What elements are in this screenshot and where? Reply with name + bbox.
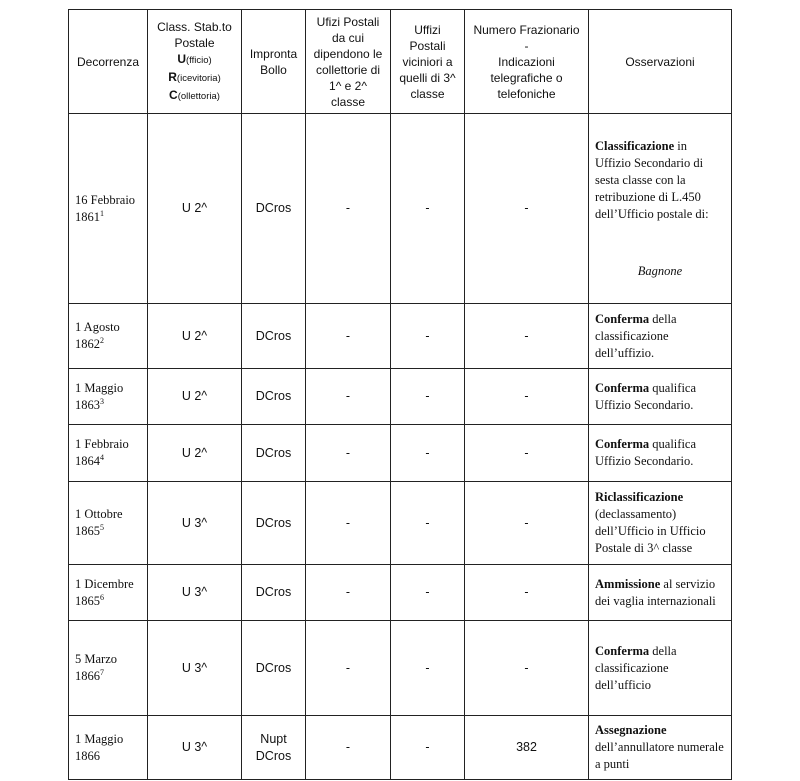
col-header-uffizi-viciniori: Uffizi Postali viciniori a quelli di 3^ classe <box>391 10 465 114</box>
table-row <box>69 304 732 369</box>
ufizi-cell: - <box>306 565 391 621</box>
numero-cell: - <box>465 369 589 425</box>
bollo-cell: DCros <box>242 425 306 482</box>
bollo-cell: Nupt DCros <box>242 716 306 780</box>
uffizi-cell: - <box>391 114 465 304</box>
table-row <box>69 621 732 716</box>
bollo-cell: DCros <box>242 114 306 304</box>
header-row <box>69 10 732 114</box>
numero-cell: - <box>465 114 589 304</box>
uffizi-cell: - <box>391 369 465 425</box>
osservazioni-cell: Riclassificazione (declassamento) dell’Ufficio in Ufficio Postale di 3^ classe <box>589 482 732 565</box>
decorrenza-cell: 1 Ottobre 1865$^5$ <box>69 482 148 565</box>
uffizi-cell: - <box>391 304 465 369</box>
col-header-numero-frazionario: Numero Frazionario - Indicazioni telegrafiche o telefoniche <box>465 10 589 114</box>
decorrenza-cell: 1 Agosto 1862$^2$ <box>69 304 148 369</box>
classe-cell: U 2^ <box>148 114 242 304</box>
numero-cell: - <box>465 621 589 716</box>
uffizi-cell: - <box>391 716 465 780</box>
osservazioni-cell: Conferma della classificazione dell’uffizio. <box>589 304 732 369</box>
table-row <box>69 425 732 482</box>
col-header-decorrenza: Decorrenza <box>69 10 148 114</box>
classe-cell: U 2^ <box>148 369 242 425</box>
classe-cell: U 3^ <box>148 482 242 565</box>
bollo-cell: DCros <box>242 565 306 621</box>
decorrenza-cell: 1 Febbraio 1864$^4$ <box>69 425 148 482</box>
table-row <box>69 716 732 780</box>
numero-cell: - <box>465 304 589 369</box>
table-row <box>69 114 732 304</box>
postal-register-table <box>68 9 732 780</box>
numero-cell: - <box>465 425 589 482</box>
osservazioni-cell: Conferma qualifica Uffizio Secondario. <box>589 425 732 482</box>
table-row <box>69 482 732 565</box>
col-header-impronta-bollo: Impronta Bollo <box>242 10 306 114</box>
col-header-ufizi-postali: Ufizi Postali da cui dipendono le collettorie di 1^ e 2^ classe <box>306 10 391 114</box>
classe-cell: U 2^ <box>148 425 242 482</box>
classe-cell: U 2^ <box>148 304 242 369</box>
decorrenza-cell: 1 Maggio 1863$^3$ <box>69 369 148 425</box>
table-row <box>69 565 732 621</box>
uffizi-cell: - <box>391 621 465 716</box>
ufizi-cell: - <box>306 621 391 716</box>
osservazioni-cell: Conferma qualifica Uffizio Secondario. <box>589 369 732 425</box>
uffizi-cell: - <box>391 425 465 482</box>
numero-cell: - <box>465 565 589 621</box>
footnote-marker: 2 <box>100 335 104 345</box>
footnote-marker: 3 <box>100 396 104 406</box>
osservazioni-cell: Classificazione in Uffizio Secondario di sesta classe con la retribuzione di L.450 dell’Ufficio postale di: Bagnone <box>589 114 732 304</box>
ufizi-cell: - <box>306 304 391 369</box>
ufizi-cell: - <box>306 114 391 304</box>
footnote-marker: 6 <box>100 592 104 602</box>
bollo-cell: DCros <box>242 369 306 425</box>
osservazioni-cell: Ammissione al servizio dei vaglia internazionali <box>589 565 732 621</box>
place-name: Bagnone <box>637 263 683 278</box>
osservazioni-cell: Conferma della classificazione dell’ufficio <box>589 621 732 716</box>
ufizi-cell: - <box>306 425 391 482</box>
classe-cell: U 3^ <box>148 716 242 780</box>
classe-cell: U 3^ <box>148 565 242 621</box>
decorrenza-cell: 1 Maggio 1866 <box>69 716 148 780</box>
footnote-marker: 5 <box>100 522 104 532</box>
footnote-marker: 1 <box>100 208 104 218</box>
numero-cell: 382 <box>465 716 589 780</box>
bollo-cell: DCros <box>242 482 306 565</box>
classe-cell: U 3^ <box>148 621 242 716</box>
uffizi-cell: - <box>391 482 465 565</box>
decorrenza-cell: 1 Dicembre 1865$^6$ <box>69 565 148 621</box>
ufizi-cell: - <box>306 369 391 425</box>
decorrenza-cell: 16 Febbraio 1861$^1$ <box>69 114 148 304</box>
col-header-classificazione: Class. Stab.to Postale U(fficio) R(icevitoria) C(ollettoria) <box>148 10 242 114</box>
table-row <box>69 369 732 425</box>
col-header-osservazioni: Osservazioni <box>589 10 732 114</box>
uffizi-cell: - <box>391 565 465 621</box>
footnote-marker: 4 <box>100 452 104 462</box>
numero-cell: - <box>465 482 589 565</box>
bollo-cell: DCros <box>242 621 306 716</box>
ufizi-cell: - <box>306 716 391 780</box>
osservazioni-cell: Assegnazione dell’annullatore numerale a punti <box>589 716 732 780</box>
decorrenza-cell: 5 Marzo 1866$^7$ <box>69 621 148 716</box>
footnote-marker: 7 <box>100 667 104 677</box>
ufizi-cell: - <box>306 482 391 565</box>
bollo-cell: DCros <box>242 304 306 369</box>
